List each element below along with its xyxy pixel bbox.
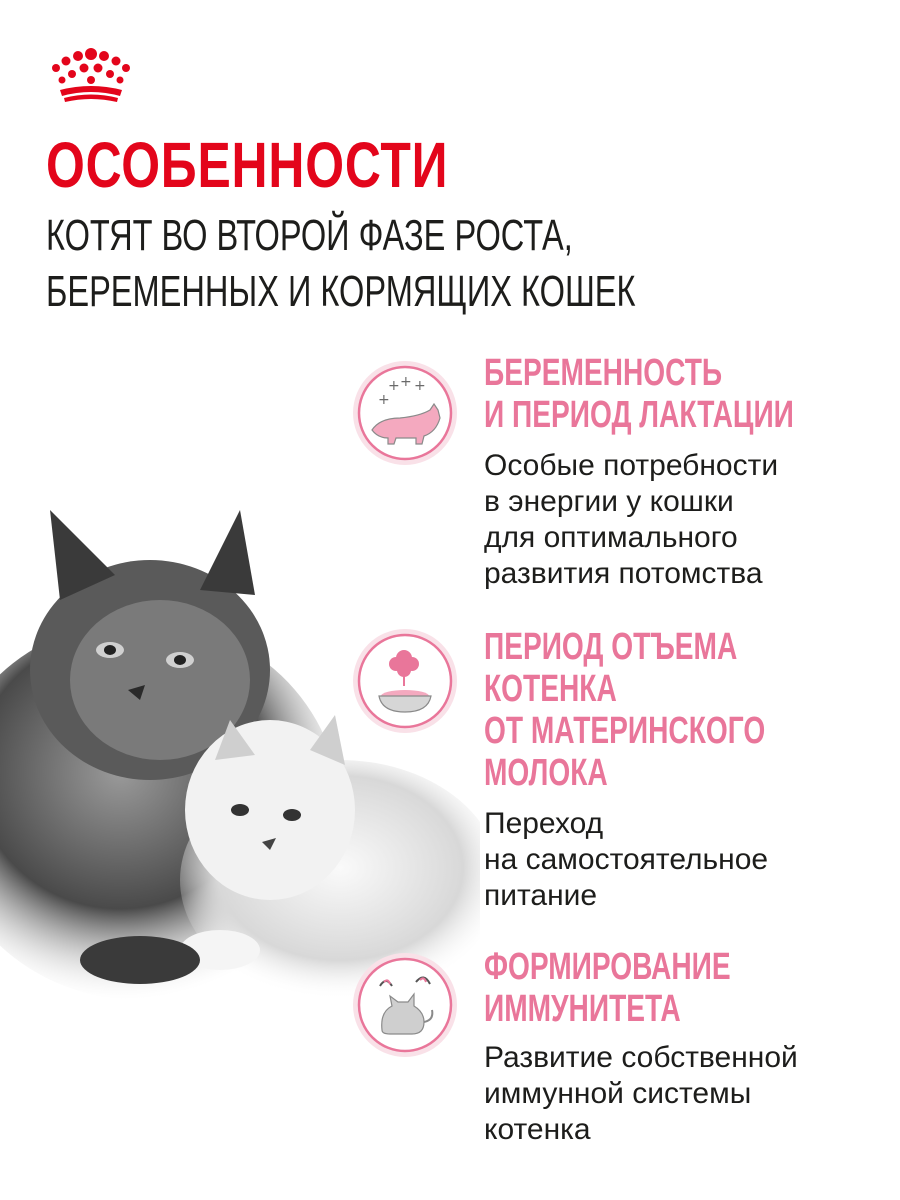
pregnant-cat-icon [350, 358, 460, 468]
heading-line: БЕРЕМЕННОСТЬ [484, 352, 723, 394]
page-subtitle [46, 208, 635, 320]
feature-description [484, 806, 768, 914]
svg-text:+: + [414, 378, 426, 394]
feature-description [484, 1040, 798, 1148]
heading-line: МОЛОКА [484, 752, 608, 794]
description-line: для оптимального [484, 521, 738, 554]
feature-description [484, 448, 778, 592]
description-line: иммунной системы [484, 1077, 752, 1110]
svg-text:+: + [388, 378, 400, 394]
kitten-immunity-icon [350, 950, 460, 1060]
description-line: на самостоятельное [484, 843, 769, 876]
heading-line: ПЕРИОД ОТЪЕМА [484, 626, 738, 668]
description-line: Развитие собственной [484, 1041, 798, 1074]
cat-and-kitten-photo [0, 480, 480, 1000]
svg-text:+: + [378, 392, 390, 408]
subtitle-line: БЕРЕМЕННЫХ И КОРМЯЩИХ КОШЕК [46, 267, 636, 316]
description-line: в энергии у кошки [484, 485, 734, 518]
food-bowl-icon [350, 626, 460, 736]
svg-text:+: + [400, 374, 412, 390]
feature-heading [484, 352, 794, 436]
description-line: развития потомства [484, 557, 763, 590]
feature-heading [484, 626, 765, 794]
description-line: Переход [484, 807, 604, 840]
description-line: котенка [484, 1113, 591, 1146]
heading-line: И ПЕРИОД ЛАКТАЦИИ [484, 394, 794, 436]
heading-line: КОТЕНКА [484, 668, 617, 710]
heading-line: ОТ МАТЕРИНСКОГО [484, 710, 766, 752]
subtitle-line: КОТЯТ ВО ВТОРОЙ ФАЗЕ РОСТА, [46, 211, 573, 260]
feature-heading [484, 946, 731, 1030]
description-line: Особые потребности [484, 449, 779, 482]
heading-line: ИММУНИТЕТА [484, 988, 681, 1030]
heading-line: ФОРМИРОВАНИЕ [484, 946, 731, 988]
page-title: ОСОБЕННОСТИ [46, 129, 449, 201]
description-line: питание [484, 879, 598, 912]
royal-crown-icon [46, 46, 136, 104]
